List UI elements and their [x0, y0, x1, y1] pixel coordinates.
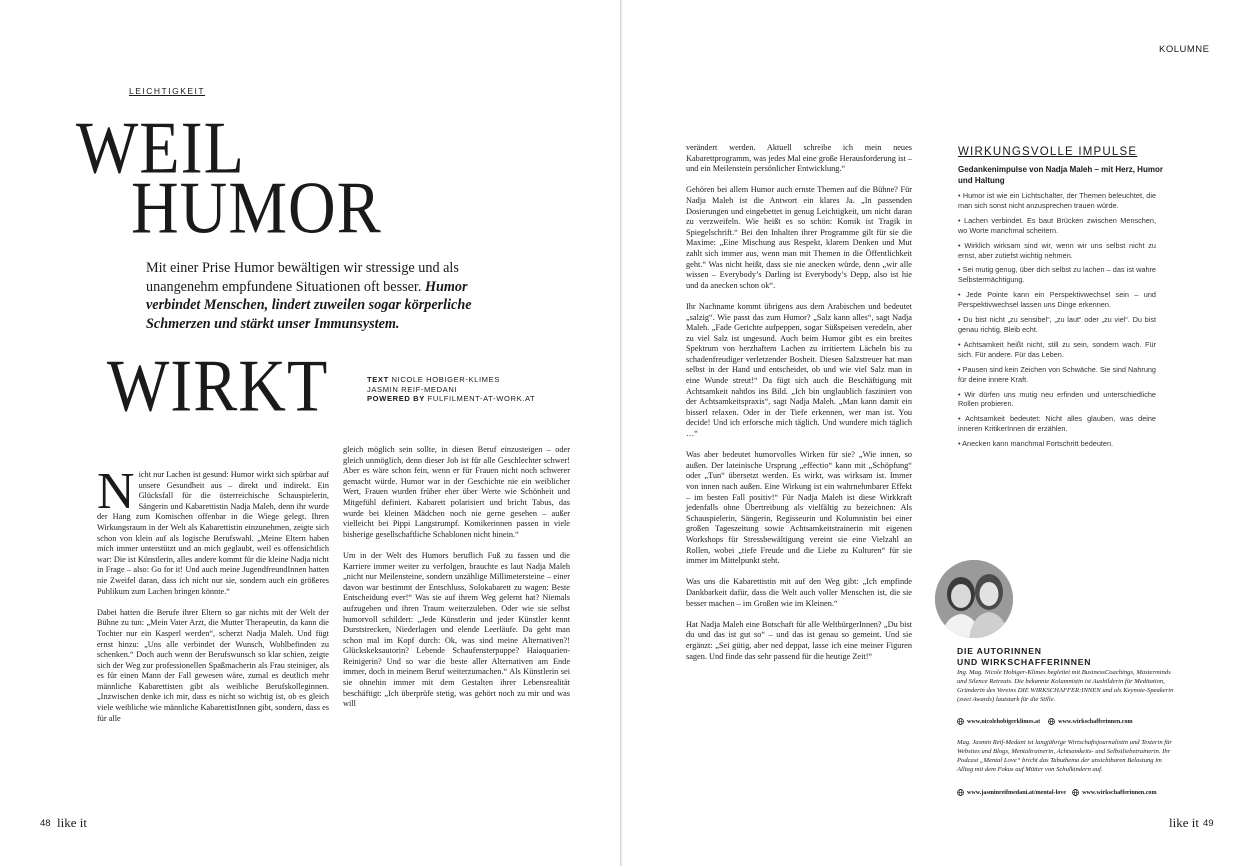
website-link[interactable]: www.nicolehobigerklimes.at: [967, 718, 1041, 725]
authors-title-line-2: UND WIRKSCHAFFERINNEN: [957, 656, 1092, 667]
column-rubric: KOLUMNE: [1159, 44, 1210, 55]
globe-icon: [1048, 718, 1055, 725]
headline-line-3: WIRKT: [107, 345, 329, 428]
list-item: • Humor ist wie ein Lichtschalter, der Themen beleuchtet, die man sich sonst nicht anzusprechen trauen würde.: [958, 191, 1156, 210]
paragraph: [97, 463, 329, 597]
list-item: • Wirklich wirksam sind wir, wenn wir uns selbst nicht zu ernst, aber zutiefst wichtig nehmen.: [958, 240, 1156, 260]
body-column-2: [343, 445, 570, 720]
author-bio-2: Mag. Jasmin Reif-Medani ist langjährige Wirtschaftsjournalistin und Texterin für Websites und Blogs, Mentaltrainerin, Achtsamkeits- und Selbstliebetrainerin. Ihr Podcast „Mental Love“ bricht das Tabuthema der unsichtbaren Belastung im Alltag mit dem Fokus auf Mütter von Schulkindern auf.: [957, 739, 1172, 773]
list-item: • Pausen sind kein Zeichen von Schwäche. Sie sind Nahrung für deine innere Kraft.: [958, 364, 1156, 384]
list-item: • Achtsamkeit heißt nicht, still zu sein, sondern wach. Für sich. Für andere. Für das Leben.: [958, 339, 1156, 359]
list-item: • Sei mutig genug, über dich selbst zu lachen – das ist wahre Selbstermächtigung.: [958, 265, 1156, 285]
paragraph: Was aber bedeutet humorvolles Wirken für sie? „Wie innen, so außen. Der lateinische Ursprung „effectio“ kann mit „Schöpfung“ oder „Tun“ übersetzt werden. Es wirkt, was wirksam ist. Immer von innen nach außen. Eine Wirkung ist ein wahrnehmbarer Effekt – im besten Fall positiv!“ Für Nadja Maleh ist diese Wirkkraft jedenfalls ohne Übertreibung als vielfältig zu bezeichnen: Als Schauspielerin, Sängerin, Regisseurin und Kolumnistin bei einer großen Tageszeitung sowie Achtsamkeitstrainerin mit eigenen Workshops für Stressbewältigung vereint sie eine Vielzahl an Rollen, wobei „tiefe Freude und die Liebe zu Kulturen“ für sie immer im Mittelpunkt steht.: [686, 450, 912, 566]
credit-powered-name: FULFILMENT-AT-WORK.AT: [427, 394, 536, 403]
lead-paragraph: [146, 259, 491, 333]
left-page: [0, 0, 620, 866]
authors-photo: [935, 560, 1013, 638]
list-item: • Jede Pointe kann ein Perspektivwechsel sein – und Perspektivwechsel lassen uns Dinge erkennen.: [958, 290, 1156, 310]
globe-icon: [1072, 789, 1079, 796]
impulse-box-title: WIRKUNGSVOLLE IMPULSE: [958, 146, 1138, 158]
drop-cap: N: [97, 463, 135, 520]
authors-title-line-1: DIE AUTORINNEN: [957, 646, 1042, 656]
paragraph: Dabei hatten die Berufe ihrer Eltern so gar nichts mit der Welt der Bühne zu tun: „Mein Vater Arzt, die Mutter Therapeutin, da kann die Tochter nur ein Kasperl werden“, scherzt Nadja Maleh. Und fügt ernst hinzu: „Uns alle verbindet der Wunsch, Wohlbefinden zu schenken.“ Doch auch wenn der Berufswunsch so klar schien, zeigte sich der Weg zur professionellen Spaßmacherin als Frau steiniger, als es für einen Mann der Fall gewesen wäre, zumal es deutlich mehr männliche Kabarettisten gibt als weibliche Berufskolleginnen. „Inzwischen denke ich mir, dass es nicht so wichtig ist, ob es gleich viele weibliche wie männliche KabarettistInnen gibt, sondern, dass es für alle: [97, 607, 329, 723]
authors-photo-illustration: [935, 560, 1013, 638]
author-bio-1: Ing. Mag. Nicole Hobiger-Klimes begleitet mit BusinessCoachings, Masterminds und Silence Retreats. Die bekannte Kolumnistin ist Ausbilderin für Meditation, Gründerin des Vereins DIE WIRKSCHAFFER:INNEN und als Keynote-Speakerin (zwei Awards) lautstark für die Stille.: [957, 669, 1174, 703]
page-number-left: 48: [40, 818, 51, 829]
paragraph: Um in der Welt des Humors beruflich Fuß zu fassen und die Karriere immer weiter zu verfolgen, brauchte es laut Nadja Maleh „nicht nur Meilensteine, sondern unzählige Millimetersteine – einer davon war bestimmt der Entschluss, Solokabarett zu wagen: Beste Entscheidung ever!“ Was sie auf ihrem Weg gelernt hat? Niemals aufzugeben und ihren Traum weiterzuleben. Oder wie sie selbst humorvoll schildert: „Jede Künstlerin und jeder Künstler kennt Durststrecken, Niederlagen und elende Leerläufe. Da geht man schon mal im Kopf durch: Ok, was sind meine Alternativen?! Glückskeksautorin? Lebende Schaufensterpuppe? Haiaquarien-Reinigerin? Und so war die beste aller Alternativen am Ende immer, doch in meinem Beruf weiterzumachen.“ Als Künstlerin sei sie ohnehin immer mit dem Gestalten ihrer Lebensrealität beschäftigt: „Ich überprüfe stetig, was gehört noch zu mir und was will: [343, 550, 570, 709]
globe-icon: [957, 789, 964, 796]
paragraph: Gehören bei allem Humor auch ernste Themen auf die Bühne? Für Nadja Maleh ist die Antwort ein klares Ja. „In passenden Dosierungen und eingebettet in genug Leichtigkeit, um nicht daran zu verzweifeln. Wie heißt es so schön: Komik ist Tragik in Spiegelschrift.“ Bei den Inhalten ihrer Programme gilt für sie die Maxime: „Eine Mischung aus Respekt, klarem Denken und Mut zahlt sich immer aus, wenn man mit Themen in die Öffentlichkeit geht.“ Was nicht heißt, dass sie nie anecken würde, denn „wir alle wissen – Everybody’s Darling ist Everybody’s Depp, also ist hie und da anecken schon ok“.: [686, 185, 912, 290]
paragraph: Hat Nadja Maleh eine Botschaft für alle WeltbürgerInnen? „Du bist du und das ist gut so“ – und das ist genau so gemeint. Und sie ergänzt: „Sei gütig, aber ned deppat, lasse ich eine meiner Figuren sagen. Und finde das sehr passend für die heutige Zeit!“: [686, 619, 912, 661]
website-link[interactable]: www.jasminreifmedani.at/mental-love: [967, 789, 1067, 796]
list-item: • Du bist nicht „zu sensibel“, „zu laut“ oder „zu viel“. Du bist genau richtig. Bleib echt.: [958, 315, 1156, 334]
brand-logo-right: like it: [1169, 815, 1199, 830]
website-link[interactable]: www.wirkschafferinnen.com: [1082, 789, 1157, 796]
list-item: • Anecken kann manchmal Fortschritt bedeuten.: [958, 439, 1114, 449]
website-link[interactable]: www.wirkschafferinnen.com: [1058, 718, 1133, 725]
section-kicker: LEICHTIGKEIT: [129, 86, 206, 96]
credit-text-label: TEXT: [367, 375, 389, 384]
paragraph: Was uns die Kabarettistin mit auf den Weg gibt: „Ich empfinde Dankbarkeit dafür, dass die Welt auch voller Menschen ist, die sie besser machen – im Großen wie im Kleinen.“: [686, 577, 912, 608]
headline-line-1: WEIL: [76, 107, 245, 190]
list-item: • Lachen verbindet. Es baut Brücken zwischen Menschen, wo Worte manchmal scheitern.: [958, 215, 1156, 235]
list-item: • Achtsamkeit bedeutet: Nicht alles glauben, was deine inneren KritikerInnen dir erzählen.: [958, 414, 1156, 434]
headline-line-2: HUMOR: [131, 167, 382, 250]
brand-logo-left: like it: [57, 815, 87, 830]
globe-icon: [957, 718, 964, 725]
credits: [367, 375, 535, 404]
lead-plain: Mit einer Prise Humor bewältigen wir stressige und als unangenehm empfundene Situationen oft besser.: [146, 260, 459, 295]
credit-author-2: JASMIN REIF-MEDANI: [367, 384, 458, 394]
credit-powered-label: POWERED BY: [367, 394, 425, 403]
lead-bold: Humor verbindet Menschen, lindert zuweilen sogar körperliche Schmerzen und stärkt unser Immunsystem.: [146, 278, 472, 332]
credit-author-1: NICOLE HOBIGER-KLIMES: [391, 375, 500, 384]
paragraph: gleich möglich sein sollte, in diesen Beruf einzusteigen – oder gleich unmöglich, denn dieser Job ist für alle Geschlechter schwer! Aber es wäre schon fein, wenn er für Frauen nicht noch schwerer gemacht würde. Humor war in der Geschichte nie ein weiblicher Wert, Frauen wurden früher eher über Werte wie Schönheit und Mitgefühl definiert. Kabarett polarisiert und bricht Tabus, das wurde bei kleinen Mädchen noch nie gerne gesehen – außer vielleicht bei Pippi Langstrumpf. Komikerinnen passen in viele bisherige gesellschaftliche Schablonen nicht hinein.“: [343, 445, 570, 539]
page-number-right: 49: [1203, 818, 1214, 829]
paragraph: Ihr Nachname kommt übrigens aus dem Arabischen und bedeutet „salzig“. Wie passt das zum Humor? „Salz kann alles“, sagt Nadja Maleh. „Fade Gerichte aufpeppen, sogar Süßspeisen veredeln, aber zu viel Salz ist ungesund. Auch beim Humor gibt es ein breites Spektrum von herzhaftem Lachen zu irritiertem Lächeln bis zu schadenfreudiger verletzender Bosheit. Diesen Salzstreuer hat man selbst in der Hand und entscheidet, ob und wie viel Salz man in eine Wunde streut!“ Da fügt sich auch die Beschäftigung mit Achtsamkeit nahtlos ins Bild. „Ich bin unglaublich fasziniert von der Achtsamkeitspraxis“, sagt Nadja Maleh. „Man kann damit ein bisserl relaxen. Oder in der Tiefe erkennen, wer man ist. You decide! Und ich erforsche mich täglich. Und wundere mich täglich …“: [686, 301, 912, 439]
authors-title: [957, 646, 1091, 668]
body-column-3: [686, 143, 912, 673]
list-item: • Wir dürfen uns mutig neu erfinden und unterschiedliche Rollen probieren.: [958, 389, 1156, 409]
paragraph: verändert werden. Aktuell schreibe ich mein neues Kabarettprogramm, was jedes Mal eine große Herausforderung ist – und ein Meilenstein persönlicher Entwicklung.“: [686, 143, 913, 174]
author-2-links: [957, 789, 1157, 796]
impulse-box-subtitle: Gedankenimpulse von Nadja Maleh – mit Herz, Humor und Haltung: [958, 165, 1163, 185]
impulse-list: [958, 191, 1156, 454]
body-column-1: [97, 463, 329, 735]
paragraph-text: icht nur Lachen ist gesund: Humor wirkt sich spürbar auf unsere Gesundheit aus – direkt und indirekt. Ein Glücksfall für die österreichische Schauspielerin, Sängerin und Kabarettistin Nadja Maleh, denn ihr wurde der Hang zum Komischen offenbar in die Wiege gelegt. Ihren Wirkungsraum in der Welt als Kabarettistin einzunehmen, zeigte sich schon von klein auf als logische Berufswahl. „Meine Eltern haben mich immer unterstützt und an mich geglaubt, weil es offensichtlich war: Die ist Künstlerin, alles andere kommt für die kleine Nadja nicht in Frage – also: Go for it! Und auch meine JugendfreundInnen hatten nie Zweifel daran, dass ich nicht nur sie, sondern auch ein größeres Publikum zum Lachen bringen könnte.“: [97, 470, 329, 596]
author-1-links: [957, 718, 1133, 725]
